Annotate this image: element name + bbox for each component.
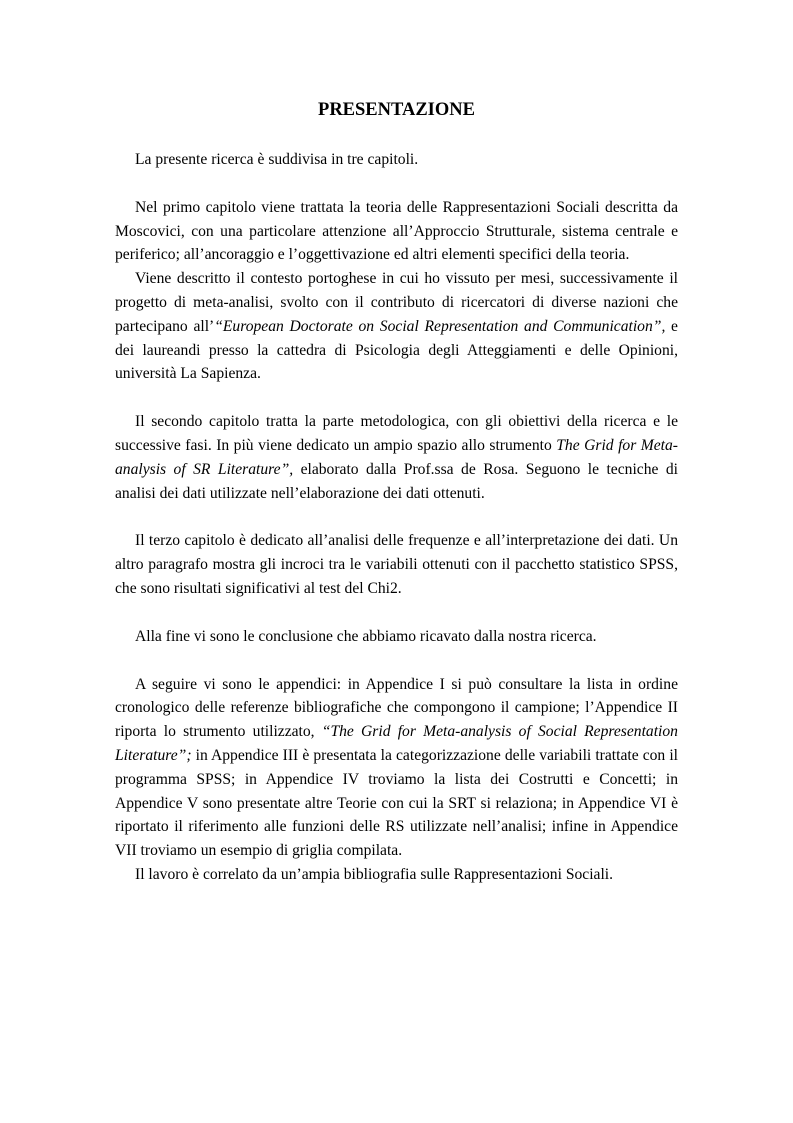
grid-full-title: “The Grid for Meta-analysis of Social Representation Literature”; (115, 723, 678, 764)
context-text-start: Viene descritto il contesto portoghese in cui ho vissuto per mesi, successivamente il progetto di meta-analisi, svolto con il contributo di ricercatori di diverse nazioni che partecipano all’ (115, 270, 678, 335)
grid-instrument-title: The Grid for Meta-analysis of SR Literature”, (115, 436, 678, 478)
chapter-two-text-end: elaborato dalla Prof.ssa de Rosa. Seguono le tecniche di analisi dei dati utilizzate nell’elaborazione dei dati ottenuti. (115, 460, 678, 502)
context-text-end: e dei laureandi presso la cattedra di Psicologia degli Atteggiamenti e delle Opinioni, università La Sapienza. (115, 317, 678, 383)
document-page (115, 98, 678, 887)
appendix-text-start: A seguire vi sono le appendici: in Appendice I si può consultare la lista in ordine cronologico delle referenze bibliografiche che compongono il campione; l’Appendice II riporta lo strumento utilizzato, (115, 675, 678, 741)
chapter-three-paragraph: Il terzo capitolo è dedicato all’analisi delle frequenze e all’interpretazione dei dati. Un altro paragrafo mostra gli incroci tra le variabili ottenuti con il pacchetto statistico SPSS, che sono risultati significativi al test del Chi2. (115, 532, 678, 597)
appendix-paragraph (115, 673, 678, 863)
intro-paragraph: La presente ricerca è suddivisa in tre capitoli. (135, 151, 419, 168)
bibliography-paragraph: Il lavoro è correlato da un’ampia bibliografia sulle Rappresentazioni Sociali. (135, 865, 614, 883)
page-title: PRESENTAZIONE (318, 100, 475, 120)
chapter-one-paragraph: Nel primo capitolo viene trattata la teoria delle Rappresentazioni Sociali descritta da Moscovici, con una particolare attenzione all’Approccio Strutturale, sistema centrale e periferico; all’ancoraggio e l’oggettivazione ed altri elementi specifici della teoria. (115, 198, 678, 264)
chapter-two-text-start: Il secondo capitolo tratta la parte metodologica, con gli obiettivi della ricerca e le successive fasi. In più viene dedicato un ampio spazio allo strumento (115, 413, 678, 454)
appendix-text-end: in Appendice III è presentata la categorizzazione delle variabili trattate con il programma SPSS; in Appendice IV troviamo la lista dei Costrutti e Concetti; in Appendice V sono presentate altre Teorie con cui la SRT si relaziona; in Appendice VI è riportato il riferimento alle funzioni delle RS utilizzate nell’analisi; infine in Appendice VII troviamo un esempio di griglia compilata. (115, 746, 678, 860)
chapter-two-paragraph (115, 410, 678, 505)
conclusion-paragraph: Alla fine vi sono le conclusione che abbiamo ricavato dalla nostra ricerca. (135, 627, 597, 645)
context-paragraph (115, 267, 678, 386)
doctorate-title: “European Doctorate on Social Representation and Communication”, (214, 317, 666, 335)
